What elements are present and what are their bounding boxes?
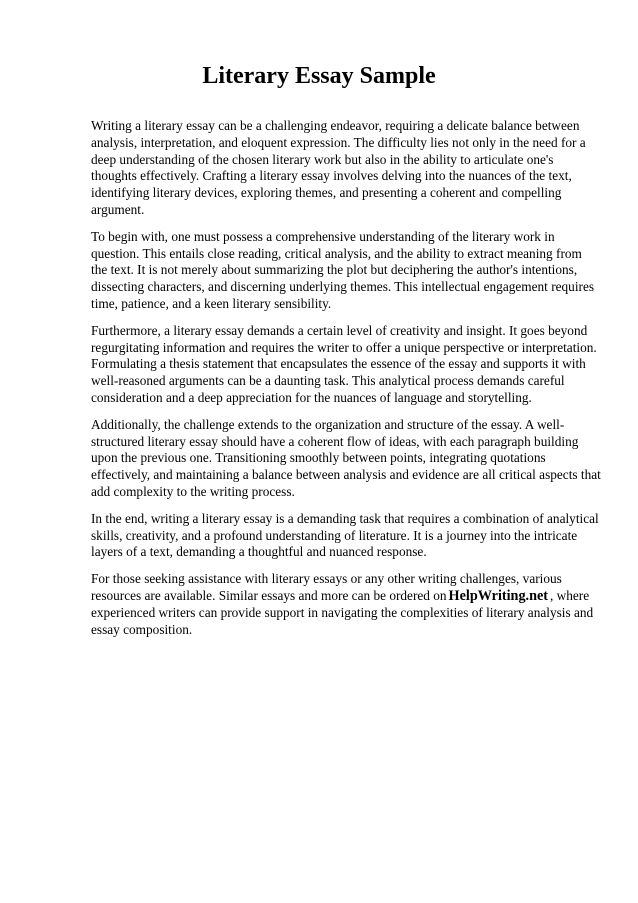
document-title: Literary Essay Sample bbox=[202, 63, 436, 89]
paragraph-6 bbox=[91, 571, 601, 638]
paragraph-4: Additionally, the challenge extends to the organization and structure of the essay. A well-structured literary essay should have a coherent flow of ideas, with each paragraph building upon the previous one. Transitioning smoothly between points, integrating quotations effectively, and maintaining a balance between analysis and evidence are all critical aspects that add complexity to the writing process. bbox=[91, 416, 601, 499]
helpwriting-link[interactable]: HelpWriting.net bbox=[448, 587, 548, 604]
paragraph-5: In the end, writing a literary essay is a demanding task that requires a combination of analytical skills, creativity, and a profound understanding of literature. It is a journey into the intricate layers of a text, demanding a thoughtful and nuanced response. bbox=[91, 510, 599, 560]
paragraph-2: To begin with, one must possess a comprehensive understanding of the literary work in question. This entails close reading, critical analysis, and the ability to extract meaning from the text. It is not merely about summarizing the plot but deciphering the author's intentions, dissecting characters, and discerning underlying themes. This intellectual engagement requires time, patience, and a keen literary sensibility. bbox=[91, 228, 595, 311]
closing-text-after-link: , where experienced writers can provide support in navigating the complexities of literary analysis and essay composition. bbox=[91, 587, 594, 637]
paragraph-1: Writing a literary essay can be a challenging endeavor, requiring a delicate balance between analysis, interpretation, and eloquent expression. The difficulty lies not only in the need for a deep understanding of the chosen literary work but also in the ability to articulate one's thoughts effectively. Crafting a literary essay involves delving into the nuances of the text, identifying literary devices, exploring themes, and presenting a coherent and compelling argument. bbox=[91, 118, 586, 217]
document-body bbox=[91, 118, 601, 648]
closing-text-before-link: For those seeking assistance with literary essays or any other writing challenges, various resources are available. Similar essays and more can be ordered on bbox=[91, 571, 562, 603]
paragraph-3: Furthermore, a literary essay demands a certain level of creativity and insight. It goes beyond regurgitating information and requires the writer to offer a unique perspective or interpretation. Formulating a thesis statement that encapsulates the essence of the essay and supports it with well-reasoned arguments can be a daunting task. This analytical process demands careful consideration and a deep appreciation for the nuances of language and storytelling. bbox=[91, 322, 597, 405]
